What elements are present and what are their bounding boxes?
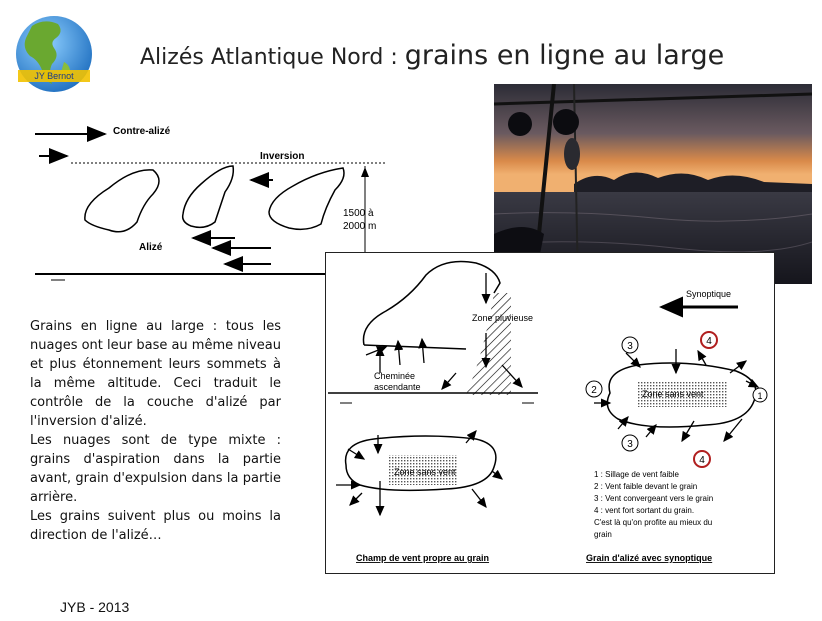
- footer-credit: JYB - 2013: [60, 599, 130, 615]
- grain-cloud-outline: [363, 262, 500, 346]
- cheminee-line1: Cheminée: [374, 371, 416, 381]
- alize-label: Alizé: [139, 242, 163, 253]
- zone-sans-vent-label-2: Zone sans vent: [642, 389, 704, 399]
- svg-text:3: 3: [627, 439, 633, 450]
- marker-3-top: [622, 337, 638, 353]
- rain-zone-hatch: [466, 293, 511, 395]
- logo-text: JY Bernot: [34, 71, 74, 81]
- legend-line-6: grain: [594, 530, 612, 539]
- grain-diagram-panel: [325, 252, 775, 574]
- marker-4-top: [701, 332, 717, 348]
- height-line2: 2000 m: [343, 221, 377, 232]
- title-separator: :: [383, 45, 405, 70]
- svg-text:3: 3: [627, 341, 633, 352]
- legend-line-2: 2 : Vent faible devant le grain: [594, 482, 698, 491]
- caption-right: Grain d'alizé avec synoptique: [586, 553, 713, 563]
- zone-sans-vent-label-1: Zone sans vent: [394, 467, 456, 477]
- svg-text:4: 4: [699, 455, 705, 466]
- logo: [14, 12, 94, 98]
- title-part1: Alizés Atlantique Nord: [140, 45, 384, 70]
- legend-line-3: 3 : Vent convergeant vers le grain: [594, 494, 714, 503]
- synoptic-legend: [594, 470, 713, 539]
- globe-icon: [14, 12, 94, 98]
- legend-line-4: 4 : vent fort sortant du grain.: [594, 506, 695, 515]
- page-title: [140, 40, 780, 71]
- paragraph-3: Les grains suivent plus ou moins la direction de l'alizé…: [30, 509, 281, 543]
- svg-text:4: 4: [706, 336, 712, 347]
- cloud-3: [269, 168, 344, 229]
- svg-text:1: 1: [757, 391, 763, 401]
- legend-line-5: C'est là qu'on profite au mieux du: [594, 518, 713, 527]
- contre-alize-label: Contre-alizé: [113, 126, 171, 137]
- cheminee-line2: ascendante: [374, 382, 421, 392]
- cloud-2: [183, 166, 234, 227]
- height-line1: 1500 à: [343, 208, 374, 219]
- paragraph-2: Les nuages sont de type mixte : grains d'aspiration dans la partie avant, grain d'expulsion dans la partie arrière.: [30, 433, 281, 505]
- caption-left: Champ de vent propre au grain: [356, 553, 490, 563]
- paragraph-1: Grains en ligne au large : tous les nuages ont leur base au même niveau et plus étonnement leurs sommets à la même altitude. Ceci traduit le contrôle de la couche d'alizé par l'inversion d'alizé.: [30, 319, 282, 429]
- zone-pluvieuse-label: Zone pluvieuse: [472, 313, 534, 323]
- marker-1: [753, 388, 767, 402]
- inversion-label: Inversion: [260, 151, 305, 162]
- marker-4-bottom: [694, 451, 710, 467]
- marker-3-bottom: [622, 435, 638, 451]
- legend-line-1: 1 : Sillage de vent faible: [594, 470, 679, 479]
- synoptique-label: Synoptique: [686, 289, 732, 299]
- svg-text:2: 2: [591, 385, 597, 396]
- cloud-1: [85, 170, 159, 232]
- marker-2: [586, 381, 602, 397]
- title-part2: grains en ligne au large: [404, 40, 725, 71]
- body-text: [30, 317, 281, 545]
